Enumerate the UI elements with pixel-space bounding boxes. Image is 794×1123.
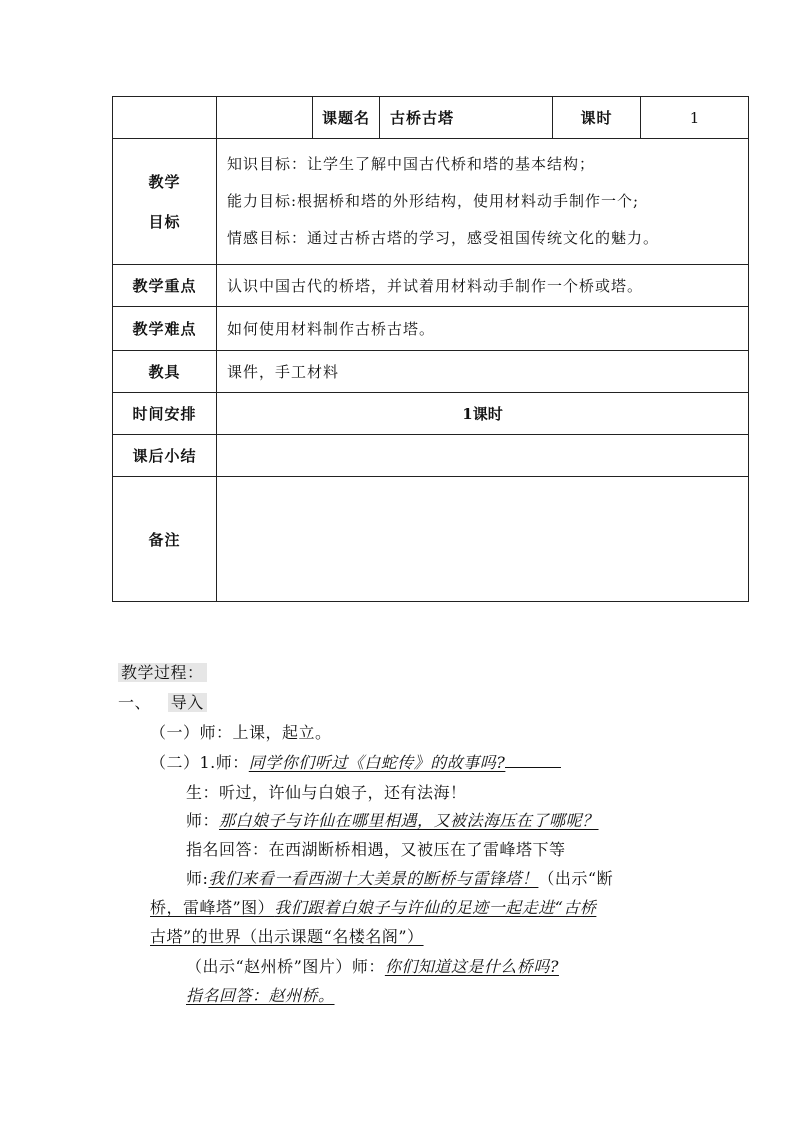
summary-label: 课后小结 — [113, 435, 217, 477]
process-line: （二）1.师：同学你们听过《白蛇传》的故事吗? — [150, 750, 561, 773]
row-summary — [113, 435, 749, 477]
cell-empty — [113, 97, 217, 139]
notes — [217, 477, 749, 602]
section-number: 一、 — [118, 693, 152, 712]
key-points-label: 教学重点 — [113, 265, 217, 307]
notes-label: 备注 — [113, 477, 217, 602]
schedule-label: 时间安排 — [113, 393, 217, 435]
cell-empty — [217, 97, 313, 139]
row-goals — [113, 139, 749, 265]
row-course-title — [113, 97, 749, 139]
schedule: 1课时 — [217, 393, 749, 435]
section-1-heading — [118, 690, 207, 713]
process-heading: 教学过程： — [118, 660, 207, 683]
process-line: 师：那白娘子与许仙在哪里相遇，又被法海压在了哪呢？ — [186, 811, 599, 830]
difficulties: 如何使用材料制作古桥古塔。 — [217, 307, 749, 351]
process-line: （一）师：上课，起立。 — [150, 723, 332, 742]
process-line: 指名回答：赵州桥。 — [186, 986, 335, 1005]
lesson-plan-table — [112, 96, 749, 602]
row-key-points — [113, 265, 749, 307]
difficulties-label: 教学难点 — [113, 307, 217, 351]
process-line: 古塔”的世界（出示课题“名楼名阁”） — [150, 927, 424, 946]
section-title: 导入 — [168, 693, 207, 712]
tools-label: 教具 — [113, 351, 217, 393]
row-schedule — [113, 393, 749, 435]
goal-knowledge: 知识目标：让学生了解中国古代桥和塔的基本结构； — [227, 155, 596, 173]
goal-ability: 能力目标:根据桥和塔的外形结构，使用材料动手制作一个; — [227, 192, 640, 210]
row-difficulties — [113, 307, 749, 351]
process-line: （出示“赵州桥”图片）师：你们知道这是什么桥吗? — [186, 957, 559, 976]
key-points: 认识中国古代的桥塔，并试着用材料动手制作一个桥或塔。 — [217, 265, 749, 307]
tools: 课件，手工材料 — [217, 351, 749, 393]
row-tools — [113, 351, 749, 393]
summary — [217, 435, 749, 477]
goals-label-line: 教学 — [148, 172, 181, 191]
process-line: 师:我们来看一看西湖十大美景的断桥与雷锋塔！（出示“断 — [186, 869, 614, 888]
goals-content — [217, 139, 749, 265]
process-line: 生：听过，许仙与白娘子，还有法海！ — [186, 783, 467, 802]
periods-label: 课时 — [553, 97, 641, 139]
row-notes — [113, 477, 749, 602]
process-line: 桥，雷峰塔”图）我们跟着白娘子与许仙的足迹一起走进“古桥 — [150, 898, 597, 917]
course-title-label: 课题名 — [313, 97, 380, 139]
goals-label — [113, 139, 217, 265]
goal-emotion: 情感目标：通过古桥古塔的学习，感受祖国传统文化的魅力。 — [227, 229, 660, 247]
goals-label-line: 目标 — [148, 212, 181, 231]
process-line: 指名回答：在西湖断桥相遇，又被压在了雷峰塔下等 — [186, 840, 566, 859]
course-title: 古桥古塔 — [380, 97, 553, 139]
periods-value: 1 — [641, 97, 749, 139]
